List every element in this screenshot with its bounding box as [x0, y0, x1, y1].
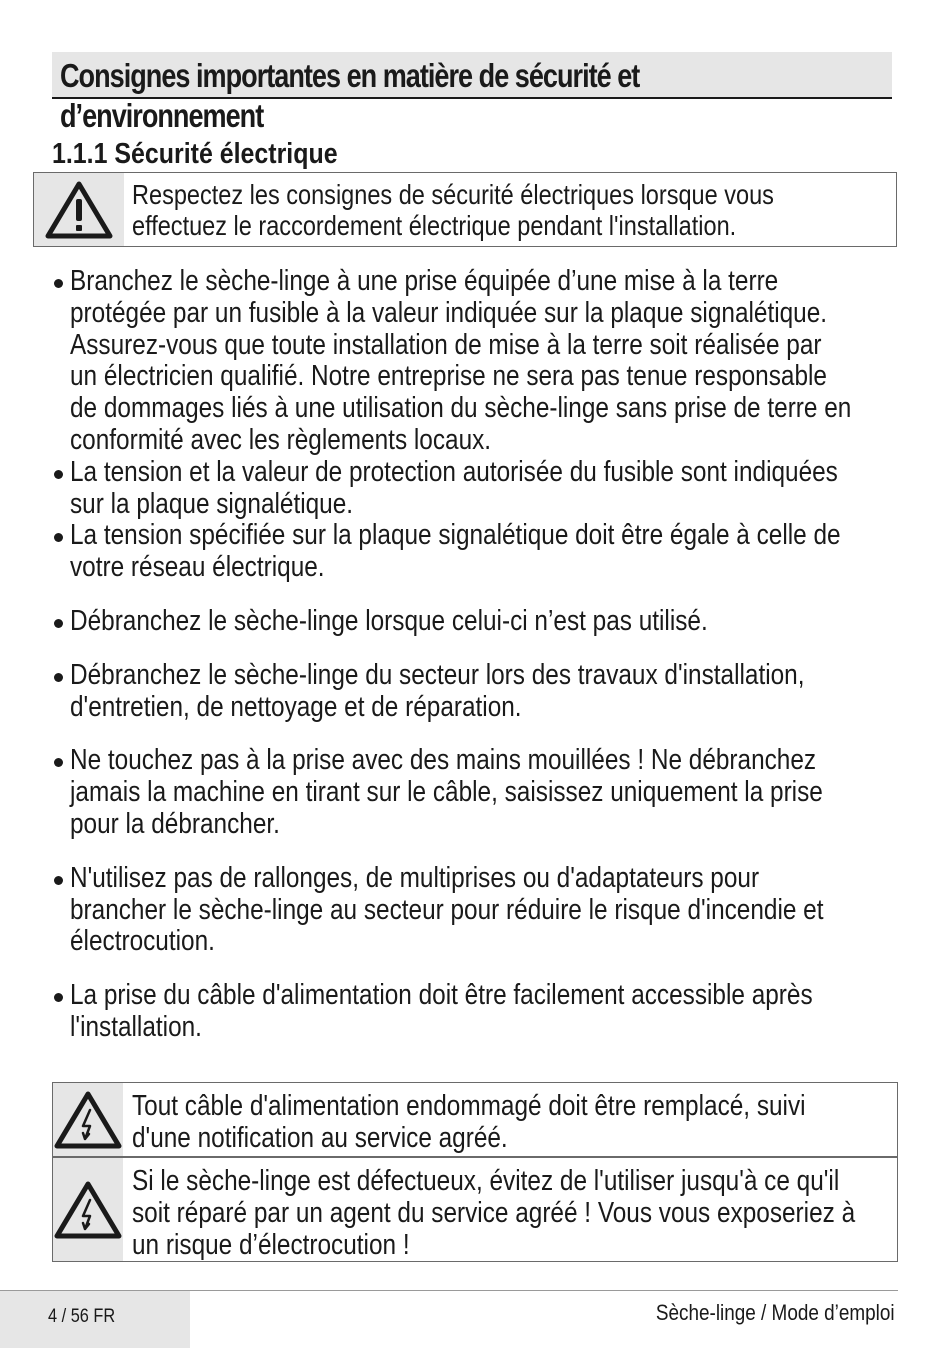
list-item-line: jamais la machine en tirant sur le câble, saisissez uniquement la prise — [70, 776, 823, 809]
list-item-line: N'utilisez pas de rallonges, de multiprises ou d'adaptateurs pour — [70, 861, 760, 894]
caution-text-line: effectuez le raccordement électrique pendant l'installation. — [131, 210, 736, 241]
list-item-line: Assurez-vous que toute installation de mise à la terre soit réalisée par — [70, 328, 822, 361]
list-item-line: électrocution. — [70, 925, 215, 958]
list-item-line: sur la plaque signalétique. — [70, 487, 354, 520]
list-item — [50, 745, 910, 840]
list-item-line: Débranchez le sèche-linge lorsque celui-ci n’est pas utilisé. — [70, 604, 708, 637]
danger-text-line: Si le sèche-linge est défectueux, évitez de l'utiliser jusqu'à ce qu'il — [132, 1165, 840, 1197]
list-item-line: l'installation. — [70, 1010, 202, 1043]
list-item-line: pour la débrancher. — [70, 807, 280, 840]
bullet-list — [50, 266, 910, 1044]
list-item — [50, 457, 910, 521]
danger-icon-cell — [53, 1158, 123, 1261]
page-title-line-1: Consignes importantes en matière de sécurité et — [60, 57, 640, 94]
danger-text-line: un risque d’électrocution ! — [132, 1229, 410, 1261]
list-item-line: La tension et la valeur de protection autorisée du fusible sont indiquées — [70, 455, 838, 488]
danger-icon-cell — [53, 1083, 123, 1156]
list-item-line: de dommages liés à une utilisation du sèche-linge sans prise de terre en — [70, 392, 852, 425]
danger-text-line: Tout câble d'alimentation endommagé doit être remplacé, suivi — [132, 1090, 806, 1122]
list-item-line: Ne touchez pas à la prise avec des mains mouillées ! Ne débranchez — [70, 744, 817, 777]
list-item-line: La tension spécifiée sur la plaque signalétique doit être égale à celle de — [70, 519, 841, 552]
danger-text-line: soit réparé par un agent du service agréé ! Vous vous exposeriez à — [132, 1197, 856, 1229]
danger-text-line: d'une notification au service agréé. — [132, 1122, 508, 1154]
page-title — [60, 56, 741, 136]
list-item-line: Branchez le sèche-linge à une prise équipée d’une mise à la terre — [70, 265, 779, 297]
list-item — [50, 606, 910, 638]
list-item-line: Débranchez le sèche-linge du secteur lors des travaux d'installation, — [70, 658, 805, 691]
list-item-line: brancher le sèche-linge au secteur pour réduire le risque d'incendie et — [70, 893, 824, 926]
caution-box — [33, 172, 897, 247]
caution-text — [124, 173, 896, 246]
list-item-line: un électricien qualifié. Notre entreprise ne sera pas tenue responsable — [70, 360, 827, 393]
caution-icon-cell — [34, 173, 124, 246]
list-item — [50, 520, 910, 584]
section-heading: 1.1.1 Sécurité électrique — [52, 138, 338, 170]
electric-shock-warning-icon — [53, 1090, 123, 1150]
danger-text — [123, 1083, 934, 1156]
list-item — [50, 660, 910, 724]
list-item-line: protégée par un fusible à la valeur indiquée sur la plaque signalétique. — [70, 296, 828, 329]
list-item — [50, 863, 910, 958]
document-title: Sèche-linge / Mode d’emploi — [656, 1300, 895, 1325]
list-item-line: d'entretien, de nettoyage et de réparation. — [70, 690, 522, 723]
danger-row — [53, 1083, 897, 1158]
page-title-line-2: d’environnement — [60, 97, 264, 134]
caution-text-line: Respectez les consignes de sécurité électriques lorsque vous — [131, 179, 774, 210]
list-item-line: votre réseau électrique. — [70, 551, 325, 584]
list-item — [50, 980, 910, 1044]
warning-exclamation-icon — [44, 180, 114, 240]
electric-shock-warning-icon — [53, 1180, 123, 1240]
danger-row — [53, 1158, 897, 1261]
list-item-line: conformité avec les règlements locaux. — [70, 423, 492, 456]
danger-table — [52, 1082, 898, 1262]
page-number: 4 / 56 FR — [48, 1306, 116, 1327]
danger-text — [123, 1158, 950, 1261]
list-item-line: La prise du câble d'alimentation doit être facilement accessible après — [70, 979, 813, 1012]
list-item — [50, 266, 910, 457]
